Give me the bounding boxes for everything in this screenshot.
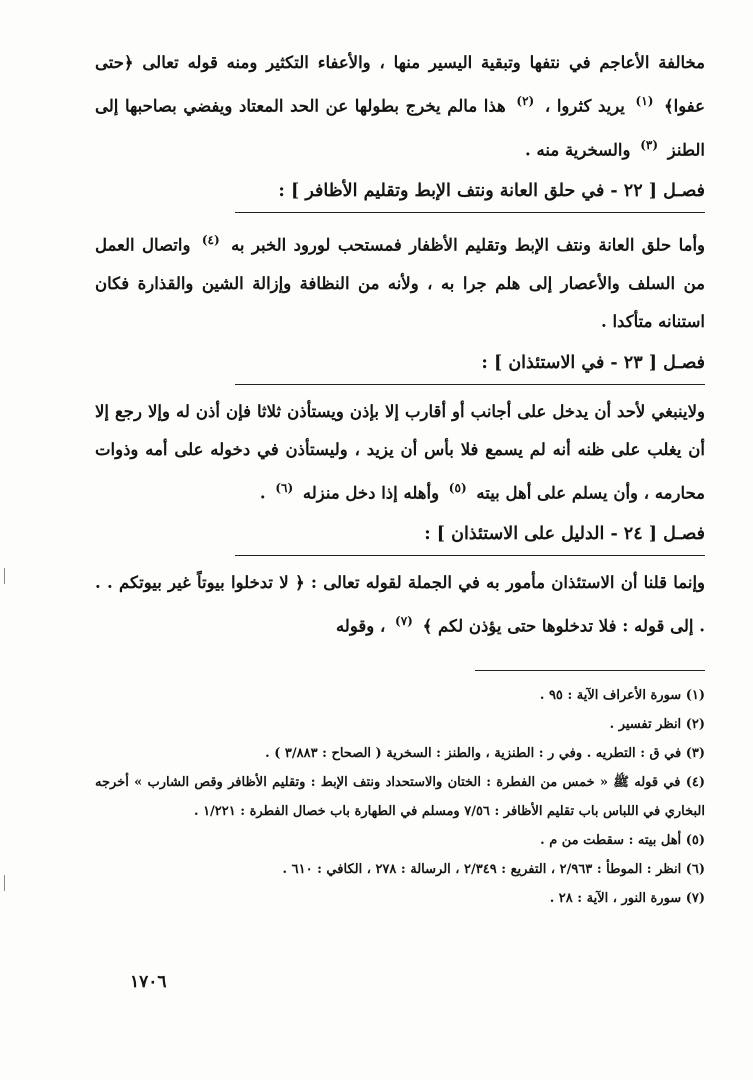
paragraph-text: مخالفة الأعاجم في نتفها وتبقية اليسير منها ، والأعفاء التكثير ومنه قوله تعالى ﴿حتى عفوا﴾ [95, 53, 705, 116]
paragraph-text: وإنما قلنا أن الاستئذان مأمور به في الجملة لقوله تعالى : ﴿ لا تدخلوا بيوتاً غير بيوتكم . . . إلى قوله : فلا تدخلوها حتى يؤذن لكم ﴾ [95, 573, 705, 636]
footnote-2: (٢) انظر تفسير . [609, 716, 705, 732]
footnotes [95, 681, 705, 913]
paragraph-text: يريد كثروا ، [544, 96, 625, 116]
paragraph-text: والسخرية منه . [525, 140, 631, 159]
footnote-1: (١) سورة الأعراف الآية : ٩٥ . [539, 687, 705, 703]
heading-underline [235, 384, 705, 385]
footnote-ref: (٧) [395, 614, 413, 628]
paragraph-text: . [259, 483, 266, 502]
scan-margin-mark-1 [4, 568, 5, 584]
paragraph-text: ولاينبغي لأحد أن يدخل على أجانب أو أقارب إلا بإذن ويستأذن ثلاثا فإن أذن له وإلا رجع إلا أن يغلب على ظنه أنه لم يسمع فلا بأس أن يزيد ، وليستأذن في دخوله على أمه وذوات محارمه ، وأن يسلم على أهل بيته [95, 401, 705, 502]
paragraph-4 [95, 564, 705, 646]
footnote-4: (٤) في قوله ﷺ « خمس من الفطرة : الختان والاستحداد ونتف الإبط : وتقليم الأظافر وقص الشارب » أخرجه البخاري في اللباس باب تقليم الأظافر : ٧/٥٦ ومسلم في الطهارة باب خصال الفطرة : ١/٢٢١ . [95, 774, 705, 819]
footnote-ref: (٢) [516, 94, 535, 108]
footnote-separator [475, 670, 705, 671]
heading-underline [235, 555, 705, 556]
paragraph-text: ، وقوله [335, 616, 386, 636]
document-page [95, 44, 705, 913]
page-number: ١٧٠٦ [130, 972, 167, 992]
footnote-ref: (٣) [640, 137, 659, 152]
footnote-6: (٦) انظر : الموطأ : ٢/٩٦٣ ، التفريع : ٢/٣٤٩ ، الرسالة : ٢٧٨ ، الكافي : ٦١٠ . [282, 861, 705, 877]
footnote-3: (٣) في ق : التطريه . وفي ر : الطنزية ، والطنز : السخرية ( الصحاح : ٣/٨٨٣ ) . [265, 745, 705, 761]
paragraph-text: وأهله إذا دخل منزله [302, 483, 440, 502]
paragraph-2 [95, 221, 705, 341]
footnote-ref: (١) [635, 94, 654, 108]
footnote-5: (٥) أهل بيته : سقطت من م . [540, 832, 705, 848]
section-heading-22 [95, 171, 705, 217]
section-heading-23 [95, 343, 705, 389]
section-heading-24 [95, 514, 705, 560]
paragraph-1 [95, 44, 705, 169]
paragraph-text: هذا مالم يخرج بطولها عن الحد المعتاد ويفضي بصاحبها إلى الطنز [95, 96, 705, 159]
footnote-ref: (٦) [275, 480, 294, 495]
heading-text: فصـل [ ٢٣ - في الاستئذان ] : [481, 352, 705, 373]
footnote-7: (٧) سورة النور ، الآية : ٢٨ . [549, 890, 705, 906]
heading-text: فصـل [ ٢٢ - في حلق العانة ونتف الإبط وتقليم الأظافر ] : [278, 181, 705, 201]
heading-text: فصـل [ ٢٤ - الدليل على الاستئذان ] : [424, 524, 705, 544]
scan-margin-mark-2 [4, 875, 5, 891]
paragraph-3 [95, 393, 705, 513]
footnote-ref: (٥) [448, 480, 467, 495]
heading-underline [235, 212, 705, 213]
footnote-ref: (٤) [201, 233, 220, 247]
paragraph-text: وأما حلق العانة ونتف الإبط وتقليم الأظفار فمستحب لورود الخبر به [231, 235, 706, 255]
paragraph-text: واتصال العمل من السلف والأعصار إلى هلم جرا به ، ولأنه من النظافة وإزالة الشين والقذارة فكان استنانه متأكدا . [95, 235, 705, 331]
